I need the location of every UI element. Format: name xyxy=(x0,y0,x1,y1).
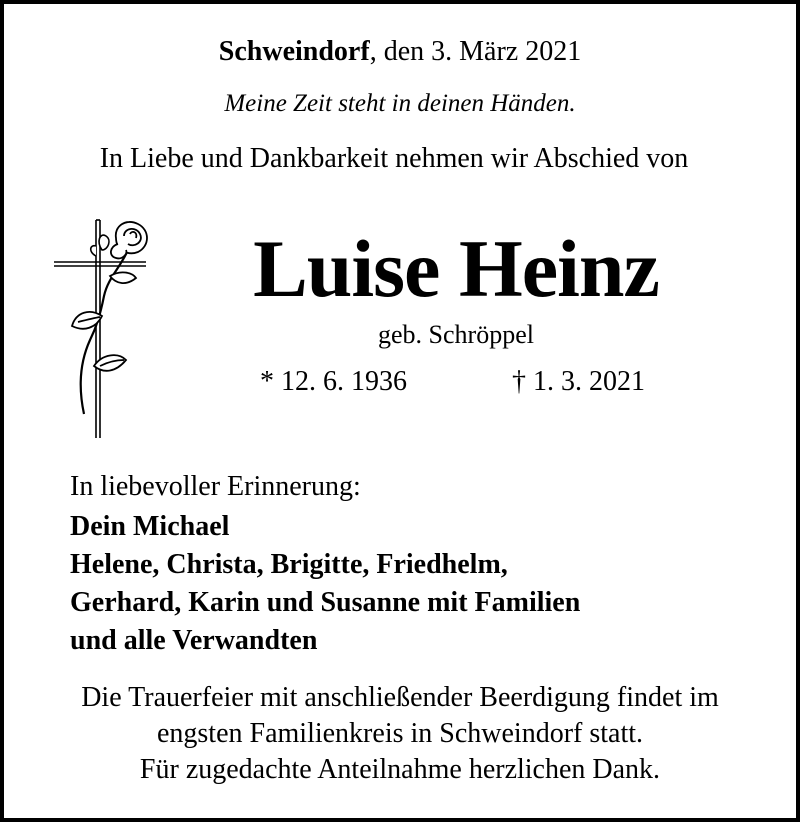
mourner-line: Dein Michael xyxy=(70,511,230,542)
place-date-line xyxy=(4,36,796,68)
motto: Meine Zeit steht in deinen Händen. xyxy=(224,90,576,117)
closing-text xyxy=(4,680,796,788)
mourners-list xyxy=(70,508,580,660)
mourners-intro: In liebevoller Erinnerung: xyxy=(70,471,361,502)
death-date: † 1. 3. 2021 xyxy=(512,366,645,397)
place-name: Schweindorf xyxy=(218,36,370,67)
closing-line: Die Trauerfeier mit anschließender Beerdigung findet im xyxy=(81,682,719,713)
mourner-line: Helene, Christa, Brigitte, Friedhelm, xyxy=(70,549,508,580)
deceased-name: Luise Heinz xyxy=(253,223,659,314)
birth-date: * 12. 6. 1936 xyxy=(260,366,407,397)
notice-date: , den 3. März 2021 xyxy=(369,36,582,67)
closing-line: engsten Familienkreis in Schweindorf statt. xyxy=(156,718,644,749)
cross-with-rose-icon xyxy=(50,216,150,440)
mourner-line: Gerhard, Karin und Susanne mit Familien xyxy=(70,587,581,618)
maiden-name: geb. Schröppel xyxy=(378,320,534,349)
intro-text: In Liebe und Dankbarkeit nehmen wir Abschied von xyxy=(99,143,689,174)
closing-line: Für zugedachte Anteilnahme herzlichen Dank. xyxy=(139,754,661,785)
mourner-line: und alle Verwandten xyxy=(70,625,318,656)
